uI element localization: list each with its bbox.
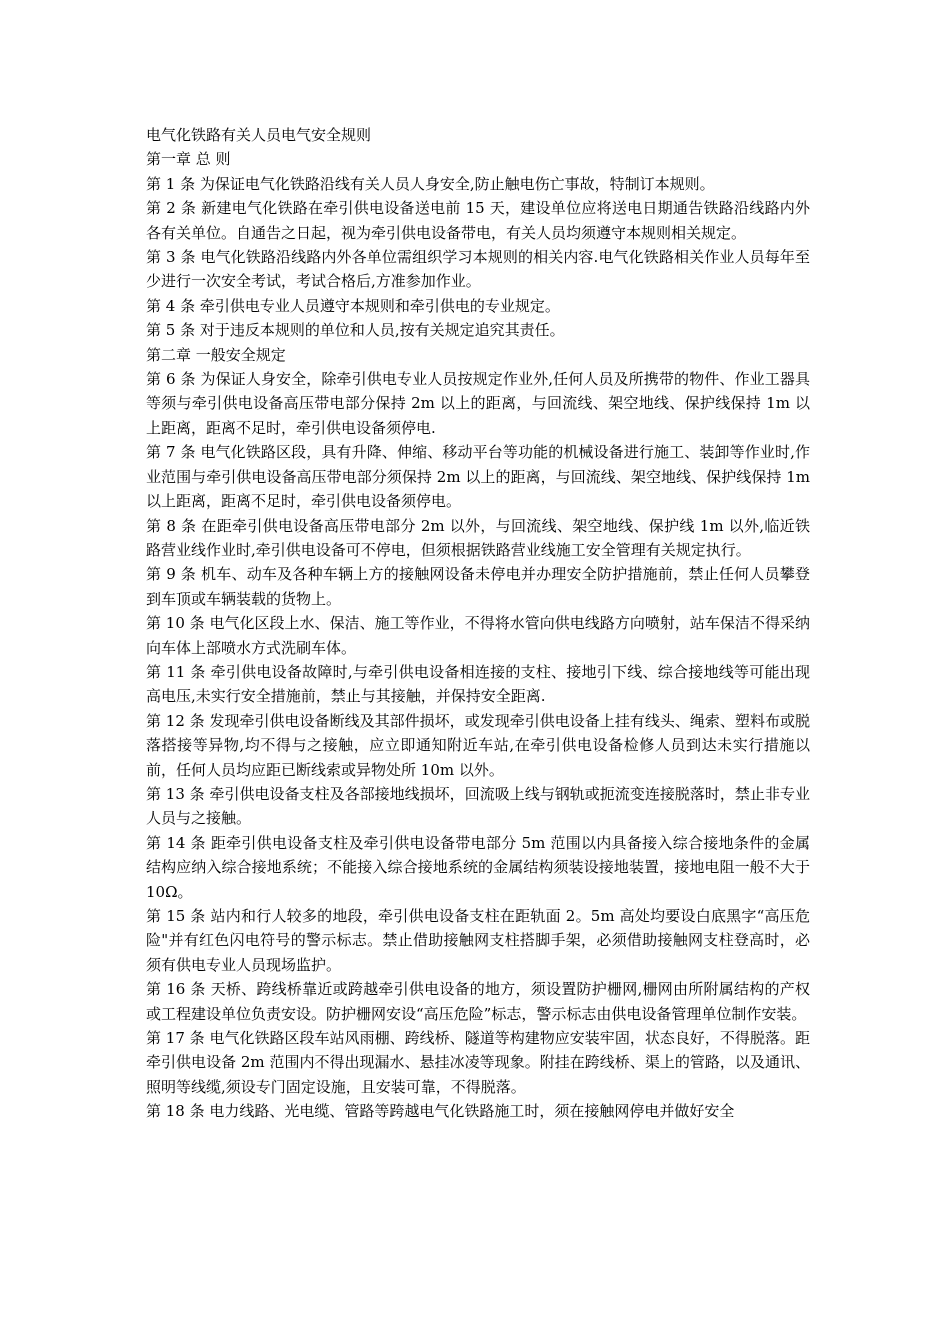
article-8: 第 8 条 在距牵引供电设备高压带电部分 2m 以外，与回流线、架空地线、保护线 1m 以外,临近铁路营业线作业时,牵引供电设备可不停电，但须根据铁路营业线施工安全管理有关规定执行。	[146, 516, 810, 559]
article-2: 第 2 条 新建电气化铁路在牵引供电设备送电前 15 天，建设单位应将送电日期通告铁路沿线路内外各有关单位。自通告之日起，视为牵引供电设备带电，有关人员均须遵守本规则相关规定。	[146, 199, 810, 242]
article-13: 第 13 条 牵引供电设备支柱及各部接地线损坏，回流吸上线与钢轨或扼流变连接脱落时，禁止非专业人员与之接触。	[146, 784, 810, 828]
article-14: 第 14 条 距牵引供电设备支柱及牵引供电设备带电部分 5m 范围以内具备接入综合接地条件的金属结构应纳入综合接地系统；不能接入综合接地系统的金属结构须装设接地装置，接地电阻一般不大于 10Ω。	[146, 833, 810, 901]
article-3: 第 3 条 电气化铁路沿线路内外各单位需组织学习本规则的相关内容.电气化铁路相关作业人员每年至少进行一次安全考试，考试合格后,方准参加作业。	[146, 248, 810, 291]
article-9: 第 9 条 机车、动车及各种车辆上方的接触网设备未停电并办理安全防护措施前，禁止任何人员攀登到车顶或车辆装载的货物上。	[146, 565, 810, 608]
document-body	[146, 123, 810, 1124]
article-7: 第 7 条 电气化铁路区段，具有升降、伸缩、移动平台等功能的机械设备进行施工、装卸等作业时,作业范围与牵引供电设备高压带电部分须保持 2m 以上的距离，与回流线、架空地线、保护线保持 1m 以上距离，距离不足时，牵引供电设备须停电。	[146, 443, 810, 511]
article-17: 第 17 条 电气化铁路区段车站风雨棚、跨线桥、隧道等构建物应安装牢固，状态良好，不得脱落。距牵引供电设备 2m 范围内不得出现漏水、悬挂冰凌等现象。附挂在跨线桥、渠上的管路，以及通讯、照明等线缆,须设专门固定设施，且安装可靠，不得脱落。	[146, 1029, 810, 1096]
article-10: 第 10 条 电气化区段上水、保洁、施工等作业，不得将水管向供电线路方向喷射，站车保洁不得采纳向车体上部喷水方式洗刷车体。	[146, 614, 810, 657]
article-4: 第 4 条 牵引供电专业人员遵守本规则和牵引供电的专业规定。	[146, 296, 560, 315]
document-title: 电气化铁路有关人员电气安全规则	[146, 126, 372, 144]
article-16: 第 16 条 天桥、跨线桥靠近或跨越牵引供电设备的地方，须设置防护栅网,栅网由所附属结构的产权或工程建设单位负责安设。防护栅网安设“高压危险”标志，警示标志由供电设备管理单位制作安装。	[146, 980, 810, 1023]
article-15: 第 15 条 站内和行人较多的地段，牵引供电设备支柱在距轨面 2。5m 高处均要设白底黑字“高压危险"并有红色闪电符号的警示标志。禁止借助接触网支柱搭脚手架，必须借助接触网支柱登高时，必须有供电专业人员现场监护。	[146, 907, 810, 974]
chapter-2-heading: 第二章 一般安全规定	[146, 345, 286, 364]
article-18: 第 18 条 电力线路、光电缆、管路等跨越电气化铁路施工时，须在接触网停电并做好安全	[146, 1102, 735, 1121]
article-1: 第 1 条 为保证电气化铁路沿线有关人员人身安全,防止触电伤亡事故，特制订本规则。	[146, 174, 715, 193]
chapter-1-heading: 第一章 总 则	[146, 150, 231, 169]
article-5: 第 5 条 对于违反本规则的单位和人员,按有关规定追究其责任。	[146, 321, 565, 340]
article-6: 第 6 条 为保证人身安全，除牵引供电专业人员按规定作业外,任何人员及所携带的物件、作业工器具等须与牵引供电设备高压带电部分保持 2m 以上的距离，与回流线、架空地线、保护线保持 1m 以上距离，距离不足时，牵引供电设备须停电.	[146, 370, 810, 437]
article-12: 第 12 条 发现牵引供电设备断线及其部件损坏，或发现牵引供电设备上挂有线头、绳索、塑料布或脱落搭接等异物,均不得与之接触，应立即通知附近车站,在牵引供电设备检修人员到达未实行措施以前，任何人员均应距已断线索或异物处所 10m 以外。	[146, 711, 810, 779]
article-11: 第 11 条 牵引供电设备故障时,与牵引供电设备相连接的支柱、接地引下线、综合接地线等可能出现高电压,未实行安全措施前，禁止与其接触，并保持安全距离.	[146, 662, 810, 706]
